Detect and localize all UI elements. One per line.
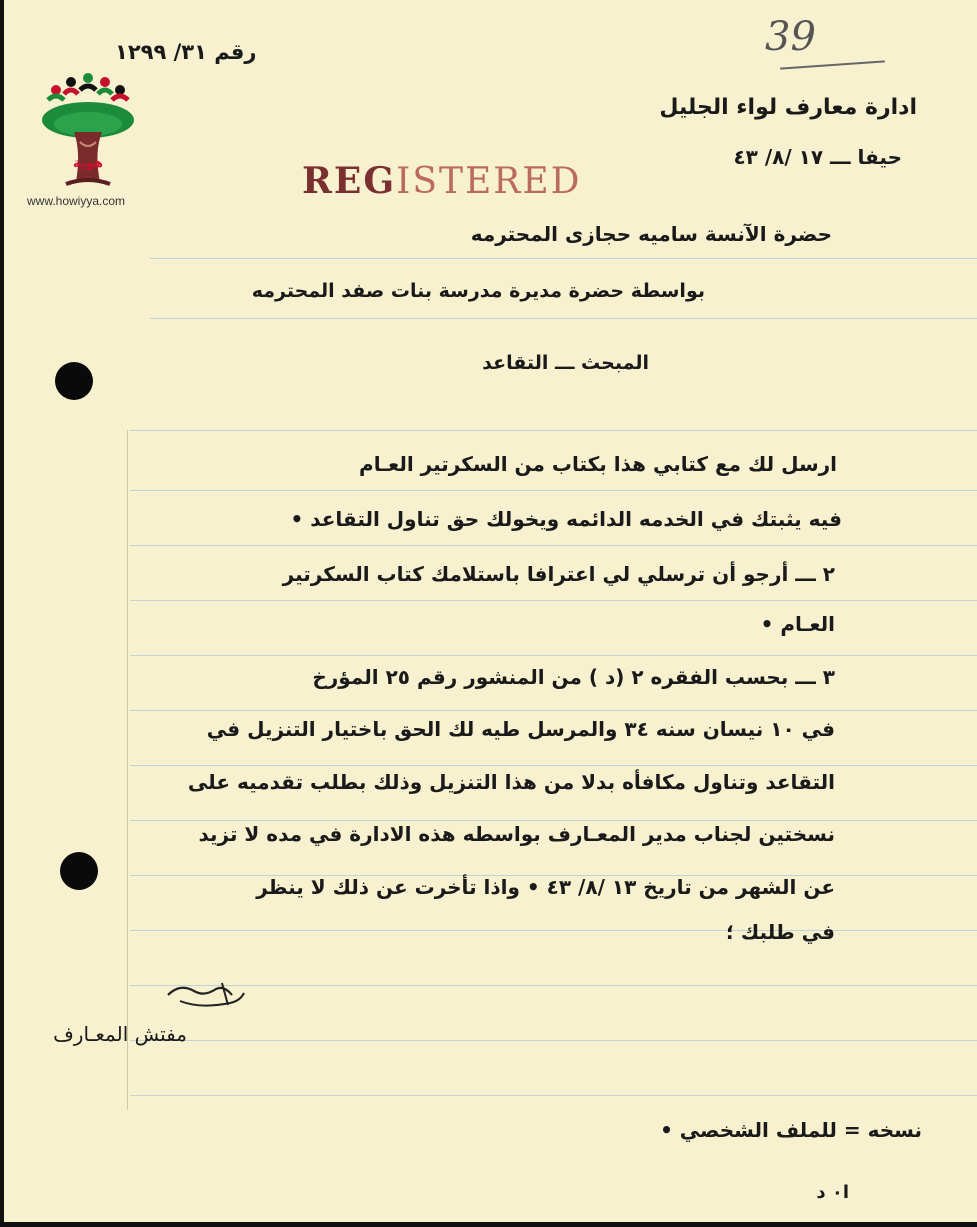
body-line-6: في ١٠ نيسان سنه ٣٤ والمرسل طيه لك الحق باختيار التنزيل في xyxy=(206,717,835,741)
body-line-1: ارسل لك مع كتابي هذا بكتاب من السكرتير العـام xyxy=(359,452,837,476)
stamp-text-bold: REG xyxy=(302,160,397,202)
recipient-line-1: حضرة الآنسة ساميه حجازى المحترمه xyxy=(470,222,832,246)
body-line-8: نسختين لجناب مدير المعـارف بواسطه هذه الادارة في مده لا تزيد xyxy=(198,822,835,846)
recipient-line-2: بواسطة حضرة مديرة مدرسة بنات صفد المحترمه xyxy=(251,280,705,302)
page-number: 39 xyxy=(765,14,816,60)
body-line-3: ٢ ـــ أرجو أن ترسلي لي اعترافا باستلامك كتاب السكرتير xyxy=(282,562,835,586)
page-number-underline xyxy=(780,60,885,69)
body-line-9: عن الشهر من تاريخ ١٣ /٨/ ٤٣ • واذا تأخرت عن ذلك لا ينظر xyxy=(256,875,835,899)
city-date: حيفا ـــ ١٧ /٨/ ٤٣ xyxy=(733,145,902,169)
office-name: ادارة معارف لواء الجليل xyxy=(659,95,917,120)
subject-line: المبحث ـــ التقاعد xyxy=(482,352,649,374)
body-line-2: فيه يثبتك في الخدمه الدائمه ويخولك حق تناول التقاعد • xyxy=(290,507,842,531)
registered-stamp xyxy=(302,160,582,202)
reference-number: رقم ٣١/ ١٢٩٩ xyxy=(115,40,257,64)
body-line-4: العـام • xyxy=(760,612,835,636)
howiyya-tree-logo-icon xyxy=(36,72,146,202)
body-line-7: التقاعد وتناول مكافأه بدلا من هذا التنزيل وذلك بطلب تقدميه على xyxy=(187,770,835,794)
margin-line xyxy=(127,430,128,1110)
logo-url[interactable]: www.howiyya.com xyxy=(27,194,126,208)
copy-note: نسخه = للملف الشخصي • xyxy=(660,1118,922,1142)
body-line-10: في طلبك ؛ xyxy=(725,920,835,944)
punch-hole-top xyxy=(55,362,93,400)
scan-edge-left xyxy=(0,0,4,1227)
punch-hole-bottom xyxy=(60,852,98,890)
scan-edge-bottom xyxy=(0,1222,977,1227)
signatory-title: مفتش المعـارف xyxy=(53,1022,187,1046)
svg-text:هوية: هوية xyxy=(73,156,103,171)
handwritten-signature xyxy=(160,975,250,1025)
body-line-5: ٣ ـــ بحسب الفقره ٢ (د ) من المنشور رقم ٢٥ المؤرخ xyxy=(312,665,835,689)
stamp-text-light: ISTERED xyxy=(396,161,582,202)
footer-code: ا٠ د xyxy=(816,1182,849,1203)
